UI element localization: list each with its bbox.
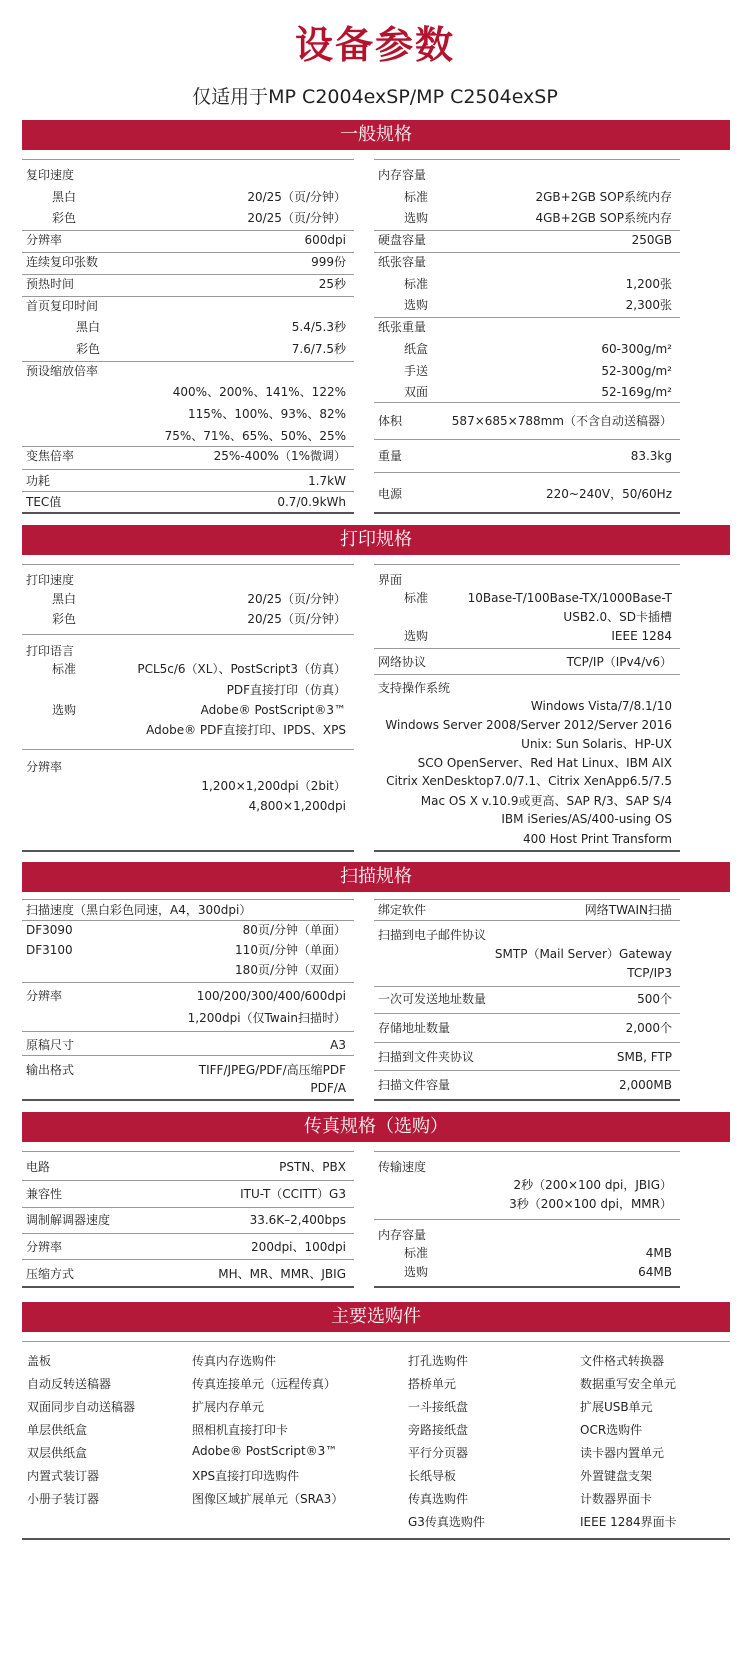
spec-value: 1,200×1,200dpi（2bit） <box>201 779 346 793</box>
option-item: 自动反转送稿器 <box>27 1377 112 1391</box>
option-item: 内置式装订器 <box>27 1469 100 1483</box>
spec-value: MH、MR、MMR、JBIG <box>218 1267 346 1281</box>
spec-value: 100/200/300/400/600dpi <box>196 989 346 1003</box>
section-header-scan: 扫描规格 <box>22 862 730 892</box>
spec-value: 4,800×1,200dpi <box>248 799 346 813</box>
general-left-column <box>22 150 354 520</box>
spec-value: 220~240V，50/60Hz <box>546 487 672 501</box>
page-title: 设备参数 <box>294 23 455 67</box>
spec-value: 200dpi、100dpi <box>251 1240 346 1254</box>
option-item: 数据重写安全单元 <box>580 1377 677 1391</box>
os-line: IBM iSeries/AS/400-using OS <box>501 812 672 826</box>
fax-right-column <box>374 1142 680 1287</box>
spec-label: 一次可发送地址数量 <box>378 992 487 1006</box>
spec-value: 52-300g/m² <box>601 364 672 378</box>
spec-value: Adobe® PostScript®3™ <box>200 703 346 717</box>
option-item: 单层供纸盒 <box>27 1423 88 1437</box>
spec-label: 绑定软件 <box>378 903 427 917</box>
spec-value: Adobe® PDF直接打印、IPDS、XPS <box>146 723 346 737</box>
spec-label: 分辨率 <box>26 1240 63 1254</box>
spec-label: 硬盘容量 <box>378 233 427 247</box>
spec-label: 重量 <box>378 449 403 463</box>
option-item: 打孔选购件 <box>408 1354 469 1368</box>
spec-value: PDF直接打印（仿真） <box>226 683 346 697</box>
option-item: G3传真选购件 <box>408 1515 485 1529</box>
option-item: 文件格式转换器 <box>580 1354 665 1368</box>
spec-label: 调制解调器速度 <box>26 1213 111 1227</box>
spec-label: 黑白 <box>52 592 77 606</box>
spec-label: 标准 <box>404 591 429 605</box>
spec-value: PCL5c/6（XL）、PostScript3（仿真） <box>137 662 346 676</box>
spec-label: 输出格式 <box>26 1063 75 1077</box>
spec-value: 7.6/7.5秒 <box>291 342 346 356</box>
spec-label: 选购 <box>404 629 429 643</box>
scan-left-column <box>22 892 354 1102</box>
spec-label: 网络协议 <box>378 655 427 669</box>
option-item: 长纸导板 <box>408 1469 457 1483</box>
spec-value: ITU-T（CCITT）G3 <box>240 1187 346 1201</box>
options-grid <box>22 1332 730 1546</box>
spec-label: DF3090 <box>26 923 73 937</box>
option-item: 传真选购件 <box>408 1492 469 1506</box>
page-subtitle: 仅适用于MP C2004exSP/MP C2504exSP <box>192 86 558 108</box>
section-header-print: 打印规格 <box>22 525 730 555</box>
spec-label: 支持操作系统 <box>378 681 451 695</box>
spec-value: 20/25（页/分钟） <box>247 592 346 606</box>
spec-label: 手送 <box>404 364 429 378</box>
section-header-fax: 传真规格（选购） <box>22 1112 730 1142</box>
option-item: XPS直接打印选购件 <box>192 1469 300 1483</box>
spec-value: 2,300张 <box>625 298 672 312</box>
spec-label: 选购 <box>404 211 429 225</box>
spec-label: 存储地址数量 <box>378 1021 451 1035</box>
spec-value: 52-169g/m² <box>601 385 672 399</box>
spec-label: 分辨率 <box>26 989 63 1003</box>
spec-label: 打印速度 <box>26 573 75 587</box>
spec-label: 纸张重量 <box>378 320 427 334</box>
spec-value: 115%、100%、93%、82% <box>188 407 346 421</box>
option-item: 旁路接纸盘 <box>408 1423 469 1437</box>
spec-label: 黑白 <box>76 320 101 334</box>
spec-value: 500个 <box>637 992 672 1006</box>
spec-value: 5.4/5.3秒 <box>291 320 346 334</box>
spec-value: USB2.0、SD卡插槽 <box>563 610 672 624</box>
print-right-column <box>374 555 680 855</box>
spec-value: TIFF/JPEG/PDF/高压缩PDF <box>198 1063 346 1077</box>
spec-label: 连续复印张数 <box>26 255 99 269</box>
spec-value: A3 <box>330 1038 346 1052</box>
option-item: 双层供纸盒 <box>27 1446 88 1460</box>
spec-label: 变焦倍率 <box>26 449 75 463</box>
spec-value: 2GB+2GB SOP系统内存 <box>535 190 672 204</box>
spec-value: 587×685×788mm（不含自动送稿器） <box>451 414 672 428</box>
spec-label: 预热时间 <box>26 277 75 291</box>
option-item: 搭桥单元 <box>408 1377 457 1391</box>
option-item: 扩展USB单元 <box>580 1400 653 1414</box>
spec-value: 400%、200%、141%、122% <box>172 385 346 399</box>
spec-label: 纸张容量 <box>378 255 427 269</box>
spec-label: 彩色 <box>52 612 77 626</box>
fax-left-column <box>22 1142 354 1287</box>
spec-label: 原稿尺寸 <box>26 1038 75 1052</box>
spec-value: 999份 <box>311 255 346 269</box>
spec-value: 64MB <box>638 1265 672 1279</box>
scan-right-column <box>374 892 680 1102</box>
spec-label: 双面 <box>404 385 429 399</box>
spec-value: 60-300g/m² <box>601 342 672 356</box>
spec-value: 3秒（200×100 dpi，MMR） <box>509 1197 672 1211</box>
option-item: IEEE 1284界面卡 <box>580 1515 677 1529</box>
spec-label: 选购 <box>52 703 77 717</box>
spec-value: 20/25（页/分钟） <box>247 612 346 626</box>
os-line: Windows Server 2008/Server 2012/Server 2016 <box>385 718 672 732</box>
spec-label: 预设缩放倍率 <box>26 364 99 378</box>
spec-value: 1,200张 <box>625 277 672 291</box>
option-item: 图像区域扩展单元（SRA3） <box>192 1492 344 1506</box>
os-line: Citrix XenDesktop7.0/7.1、Citrix XenApp6.5/7.5 <box>386 774 672 788</box>
spec-value: 1.7kW <box>308 474 346 488</box>
spec-value: PDF/A <box>310 1081 346 1095</box>
option-item: 平行分页器 <box>408 1446 469 1460</box>
spec-value: 0.7/0.9kWh <box>277 495 346 509</box>
spec-label: 复印速度 <box>26 168 75 182</box>
spec-value: 20/25（页/分钟） <box>247 190 346 204</box>
spec-label: 兼容性 <box>26 1187 63 1201</box>
option-item: 盖板 <box>27 1354 52 1368</box>
option-item: 小册子装订器 <box>27 1492 100 1506</box>
spec-label: 电路 <box>26 1160 51 1174</box>
spec-label: DF3100 <box>26 943 73 957</box>
option-item: 一斗接纸盘 <box>408 1400 469 1414</box>
spec-value: TCP/IP（IPv4/v6） <box>566 655 672 669</box>
option-item: 读卡器内置单元 <box>580 1446 665 1460</box>
option-item: 扩展内存单元 <box>192 1400 265 1414</box>
spec-value: 25秒 <box>318 277 346 291</box>
spec-value: 1,200dpi（仅Twain扫描时） <box>187 1011 346 1025</box>
spec-value: 33.6K–2,400bps <box>249 1213 346 1227</box>
option-item: 照相机直接打印卡 <box>192 1423 289 1437</box>
spec-label: 界面 <box>378 573 403 587</box>
spec-label: TEC值 <box>26 495 62 509</box>
spec-label: 彩色 <box>52 211 77 225</box>
spec-label: 标准 <box>52 662 77 676</box>
spec-value: 250GB <box>631 233 672 247</box>
spec-label: 体积 <box>378 414 403 428</box>
spec-label: 分辨率 <box>26 233 63 247</box>
spec-value: 4MB <box>645 1246 672 1260</box>
spec-value: 600dpi <box>304 233 346 247</box>
spec-value: 25%-400%（1%微调） <box>213 449 346 463</box>
os-line: Windows Vista/7/8.1/10 <box>530 699 672 713</box>
os-line: SCO OpenServer、Red Hat Linux、IBM AIX <box>417 756 672 770</box>
spec-label: 选购 <box>404 298 429 312</box>
spec-value: 180页/分钟（双面） <box>235 963 346 977</box>
spec-label: 彩色 <box>76 342 101 356</box>
option-item: Adobe® PostScript®3™ <box>192 1444 338 1458</box>
os-line: 400 Host Print Transform <box>523 832 672 846</box>
spec-value: SMB, FTP <box>616 1050 672 1064</box>
spec-label: 纸盒 <box>404 342 429 356</box>
spec-label: 压缩方式 <box>26 1267 75 1281</box>
section-header-general: 一般规格 <box>22 120 730 150</box>
spec-label: 扫描到电子邮件协议 <box>378 928 487 942</box>
spec-value: 110页/分钟（单面） <box>235 943 346 957</box>
os-line: Unix: Sun Solaris、HP-UX <box>521 737 672 751</box>
spec-label: 首页复印时间 <box>26 299 99 313</box>
print-left-column <box>22 555 354 855</box>
spec-value: 75%、71%、65%、50%、25% <box>164 429 346 443</box>
spec-value: 4GB+2GB SOP系统内存 <box>535 211 672 225</box>
spec-label: 打印语言 <box>26 644 75 658</box>
spec-label: 标准 <box>404 1246 429 1260</box>
spec-value: IEEE 1284 <box>611 629 672 643</box>
spec-label: 扫描速度（黑白彩色同速，A4，300dpi） <box>26 903 252 917</box>
option-item: OCR选购件 <box>580 1423 643 1437</box>
spec-label: 内存容量 <box>378 1228 427 1242</box>
spec-value: 83.3kg <box>630 449 672 463</box>
option-item: 外置键盘支架 <box>580 1469 653 1483</box>
spec-label: 扫描到文件夹协议 <box>378 1050 475 1064</box>
spec-label: 扫描文件容量 <box>378 1078 451 1092</box>
option-item: 计数器界面卡 <box>580 1492 653 1506</box>
spec-value: 网络TWAIN扫描 <box>584 903 672 917</box>
option-item: 传真内存选购件 <box>192 1354 277 1368</box>
spec-label: 黑白 <box>52 190 77 204</box>
spec-label: 选购 <box>404 1265 429 1279</box>
spec-label: 电源 <box>378 487 403 501</box>
spec-label: 分辨率 <box>26 760 63 774</box>
spec-value: 10Base-T/100Base-TX/1000Base-T <box>467 591 672 605</box>
spec-label: 功耗 <box>26 474 51 488</box>
spec-value: TCP/IP3 <box>627 966 672 980</box>
os-line: Mac OS X v.10.9或更高、SAP R/3、SAP S/4 <box>420 794 672 808</box>
spec-value: 80页/分钟（单面） <box>242 923 346 937</box>
spec-label: 标准 <box>404 190 429 204</box>
spec-value: SMTP（Mail Server）Gateway <box>494 947 672 961</box>
general-right-column <box>374 150 680 520</box>
spec-value: 2,000个 <box>625 1021 672 1035</box>
spec-value: 2秒（200×100 dpi，JBIG） <box>513 1178 672 1192</box>
spec-label: 内存容量 <box>378 168 427 182</box>
spec-value: 2,000MB <box>619 1078 672 1092</box>
option-item: 双面同步自动送稿器 <box>27 1400 136 1414</box>
spec-value: PSTN、PBX <box>279 1160 346 1174</box>
spec-label: 传输速度 <box>378 1160 427 1174</box>
spec-label: 标准 <box>404 277 429 291</box>
section-header-options: 主要选购件 <box>22 1302 730 1332</box>
spec-value: 20/25（页/分钟） <box>247 211 346 225</box>
option-item: 传真连接单元（远程传真） <box>192 1377 337 1391</box>
